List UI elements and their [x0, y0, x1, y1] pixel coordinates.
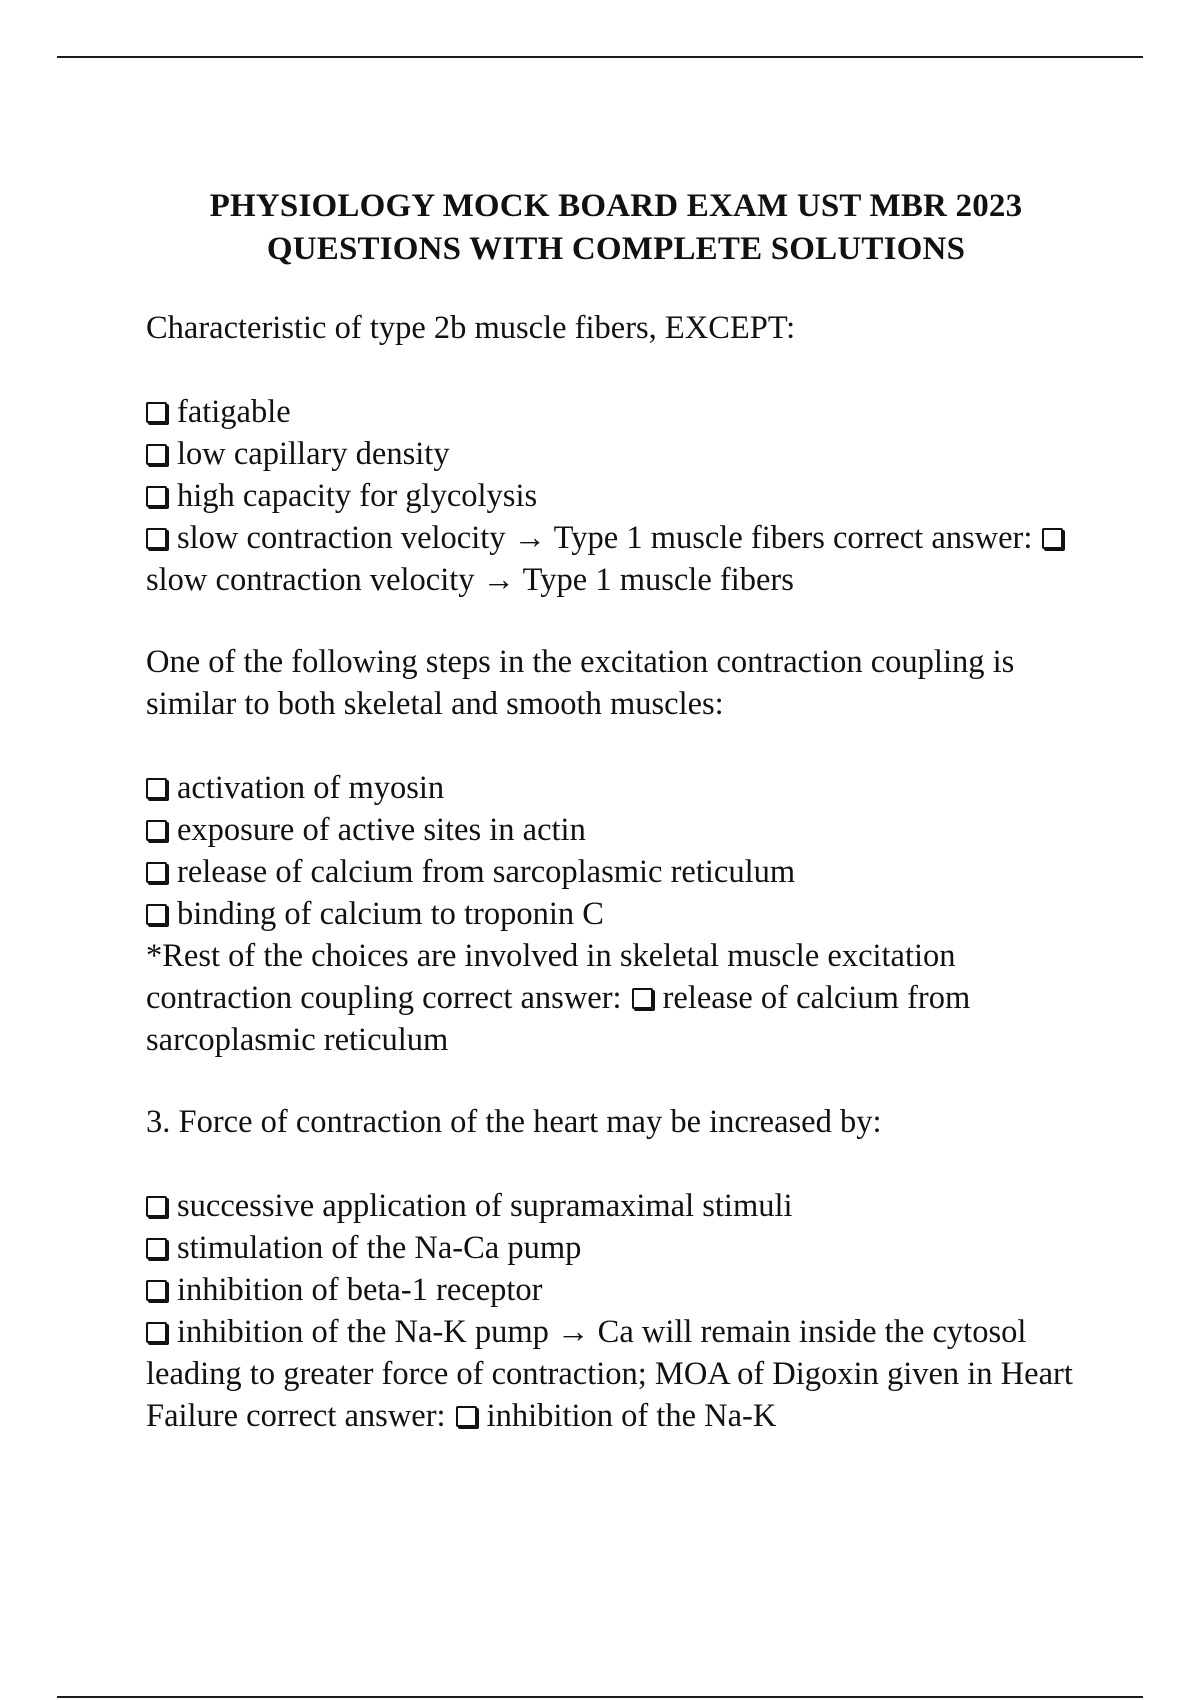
choice-label: activation of myosin	[177, 770, 445, 806]
choice-label: inhibition of beta-1 receptor	[177, 1272, 543, 1308]
choice-item	[146, 433, 1086, 475]
choice-label: binding of calcium to troponin C	[177, 896, 604, 932]
question-3	[146, 1101, 1086, 1437]
correct-answer: inhibition of the Na-K	[486, 1398, 777, 1434]
choice-label: high capacity for glycolysis	[177, 478, 538, 514]
document-title	[146, 185, 1086, 271]
checkbox-icon	[1042, 528, 1063, 549]
choice-item	[146, 391, 1086, 433]
checkbox-icon	[146, 904, 167, 925]
question-2	[146, 641, 1086, 1061]
checkbox-icon	[146, 1322, 167, 1343]
choice-label: release of calcium from sarcoplasmic reticulum	[177, 854, 796, 890]
checkbox-icon	[456, 1406, 477, 1427]
choice-label: fatigable	[177, 394, 291, 430]
choice-item	[146, 475, 1086, 517]
checkbox-icon	[146, 402, 167, 423]
correct-answer: release of calcium from sarcoplasmic reticulum	[146, 980, 971, 1058]
document-body	[146, 185, 1086, 1477]
checkbox-icon	[632, 988, 653, 1009]
choice-item	[146, 1269, 1086, 1311]
choice-label: exposure of active sites in actin	[177, 812, 586, 848]
choice-label: low capillary density	[177, 436, 450, 472]
title-line-2: QUESTIONS WITH COMPLETE SOLUTIONS	[266, 231, 966, 267]
choice-item	[146, 809, 1086, 851]
choice-item	[146, 851, 1086, 893]
explanation-text: *Rest of the choices are involved in skeletal muscle excitation contraction coupling correct answer:	[146, 938, 956, 1016]
checkbox-icon	[146, 862, 167, 883]
choice-item	[146, 1311, 1086, 1437]
choice-label: successive application of supramaximal stimuli	[177, 1188, 793, 1224]
header-rule	[57, 56, 1143, 58]
checkbox-icon	[146, 444, 167, 465]
choice-item	[146, 1185, 1086, 1227]
question-text: Characteristic of type 2b muscle fibers, EXCEPT:	[146, 310, 796, 346]
choice-item	[146, 517, 1086, 601]
checkbox-icon	[146, 1196, 167, 1217]
checkbox-icon	[146, 1280, 167, 1301]
checkbox-icon	[146, 528, 167, 549]
checkbox-icon	[146, 1238, 167, 1259]
title-line-1: PHYSIOLOGY MOCK BOARD EXAM UST MBR 2023	[209, 188, 1023, 224]
footer-rule	[57, 1696, 1143, 1698]
choice-label: inhibition of the Na-K pump → Ca will remain inside the cytosol leading to greater force of contraction; MOA of Digoxin given in Heart Failure correct answer:	[146, 1314, 1073, 1434]
choice-label: slow contraction velocity → Type 1 muscle fibers correct answer:	[177, 520, 1033, 556]
choice-item	[146, 893, 1086, 935]
checkbox-icon	[146, 486, 167, 507]
correct-answer: slow contraction velocity → Type 1 muscle fibers	[146, 562, 794, 598]
checkbox-icon	[146, 778, 167, 799]
choice-item	[146, 1227, 1086, 1269]
question-1	[146, 307, 1086, 601]
choice-label: stimulation of the Na-Ca pump	[177, 1230, 582, 1266]
checkbox-icon	[146, 820, 167, 841]
explanation	[146, 935, 1086, 1061]
question-text: One of the following steps in the excitation contraction coupling is similar to both skeletal and smooth muscles:	[146, 644, 1015, 722]
question-text: 3. Force of contraction of the heart may be increased by:	[146, 1104, 882, 1140]
choice-item	[146, 767, 1086, 809]
